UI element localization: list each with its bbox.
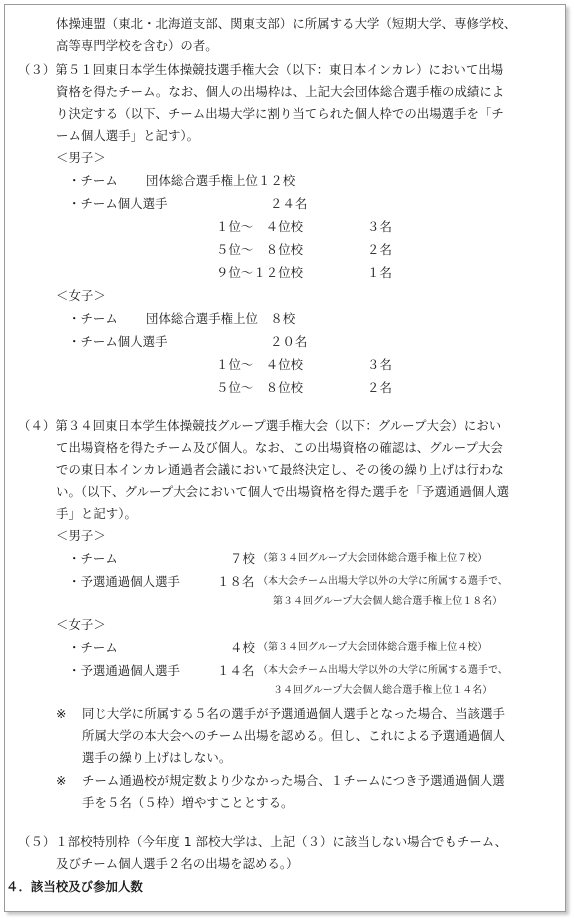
section5-line: 及びチーム個人選手２名の出場を認める。）: [56, 856, 299, 871]
section4-line: い。（以下、グループ大会において個人で出場資格を得た選手を「予選通過個人選: [56, 484, 510, 499]
team-value: 団体総合選手権上位１２校: [146, 173, 296, 188]
note-line: 所属大学の本大会へのチーム出場を認める。但し、これによる予選通過個人: [82, 728, 505, 743]
section3-line: 資格を得たチーム。なお、個人の出場枠は、上記大会団体総合選手権の成績によ: [56, 84, 505, 99]
rank-count: １名: [367, 265, 392, 280]
section5-line: （５）１部校特別枠（今年度 1 部校大学は、上記（３）に該当しない場合でもチーム、: [18, 834, 508, 849]
intro-line: 体操連盟（東北・北海道支部、関東支部）に所属する大学（短期大学、専修学校、: [56, 16, 517, 31]
rank-count: ３名: [367, 219, 392, 234]
indiv-label: ・チーム個人選手: [68, 196, 168, 211]
team-value: ４校: [230, 640, 255, 655]
intro-line: 高等専門学校を含む）の者。: [56, 38, 218, 53]
team-label: ・チーム: [68, 311, 118, 326]
section4-line: て出場資格を得たチーム及び個人。なお、この出場資格の確認は、グループ大会: [56, 440, 503, 455]
note-line: チーム通過校が規定数より少なかった場合、１チームにつき予選通過個人選: [82, 773, 505, 788]
rank-count: ３名: [367, 357, 392, 372]
indiv-value: １４名: [217, 663, 255, 678]
team-label: ・チーム: [68, 173, 118, 188]
note-line: 選手の繰り上げはしない。: [82, 750, 232, 765]
rank-range: １位～ ４位校: [216, 357, 304, 372]
indiv-total: ２４名: [270, 196, 308, 211]
section4-line: （４）第３４回東日本学生体操競技グループ選手権大会（以下：グループ大会）におい: [18, 418, 502, 433]
section3-line: ーム個人選手」と記す）。: [56, 128, 200, 143]
team-value: 団体総合選手権上位 ８校: [146, 311, 296, 326]
rank-range: １位～ ４位校: [216, 219, 304, 234]
section3-line: （３）第５１回東日本学生体操競技選手権大会（以下：東日本インカレ）において出場: [18, 62, 504, 77]
women-header: ＜女子＞: [56, 288, 106, 303]
note-mark: ※: [56, 706, 67, 721]
note-mark: ※: [56, 773, 67, 788]
indiv-label: ・チーム個人選手: [68, 334, 168, 349]
rank-range: ５位～ ８位校: [216, 242, 304, 257]
team-label: ・チーム: [68, 551, 118, 566]
indiv-value: １８名: [217, 574, 255, 589]
team-note: （第３４回グループ大会団体総合選手権上位７校）: [258, 553, 488, 564]
indiv-note: 第３４回グループ大会個人総合選手権上位１８名）: [273, 596, 503, 607]
men-header: ＜男子＞: [56, 150, 106, 165]
rank-range: ５位～ ８位校: [216, 380, 304, 395]
indiv-label: ・予選通過個人選手: [68, 574, 180, 589]
indiv-total: ２０名: [270, 334, 308, 349]
indiv-label: ・予選通過個人選手: [68, 663, 180, 678]
rank-count: ２名: [367, 242, 392, 257]
indiv-note: ３４回グループ大会個人総合選手権上位１４名）: [273, 685, 493, 696]
section-heading: ４．該当校及び参加人数: [6, 879, 143, 894]
team-value: ７校: [230, 551, 255, 566]
team-label: ・チーム: [68, 640, 118, 655]
indiv-note: （本大会チーム出場大学以外の大学に所属する選手で、: [258, 665, 508, 676]
rank-count: ２名: [367, 380, 392, 395]
team-note: （第３４回グループ大会団体総合選手権上位４校）: [258, 642, 488, 653]
women-header: ＜女子＞: [56, 617, 106, 632]
section3-line: り決定する（以下、チーム出場大学に割り当てられた個人枠での出場選手を「チ: [56, 106, 504, 121]
men-header: ＜男子＞: [56, 528, 106, 543]
note-line: 同じ大学に所属する５名の選手が予選通過個人選手となった場合、当該選手: [82, 706, 505, 721]
section4-line: 手」と記す）。: [56, 506, 137, 521]
note-line: 手を５名（５枠）増やすこととする。: [82, 795, 294, 810]
rank-range: ９位～１２位校: [216, 265, 304, 280]
section4-line: での東日本インカレ通過者会議において最終決定し、その後の繰り上げは行わな: [56, 462, 504, 477]
indiv-note: （本大会チーム出場大学以外の大学に所属する選手で、: [258, 576, 508, 587]
